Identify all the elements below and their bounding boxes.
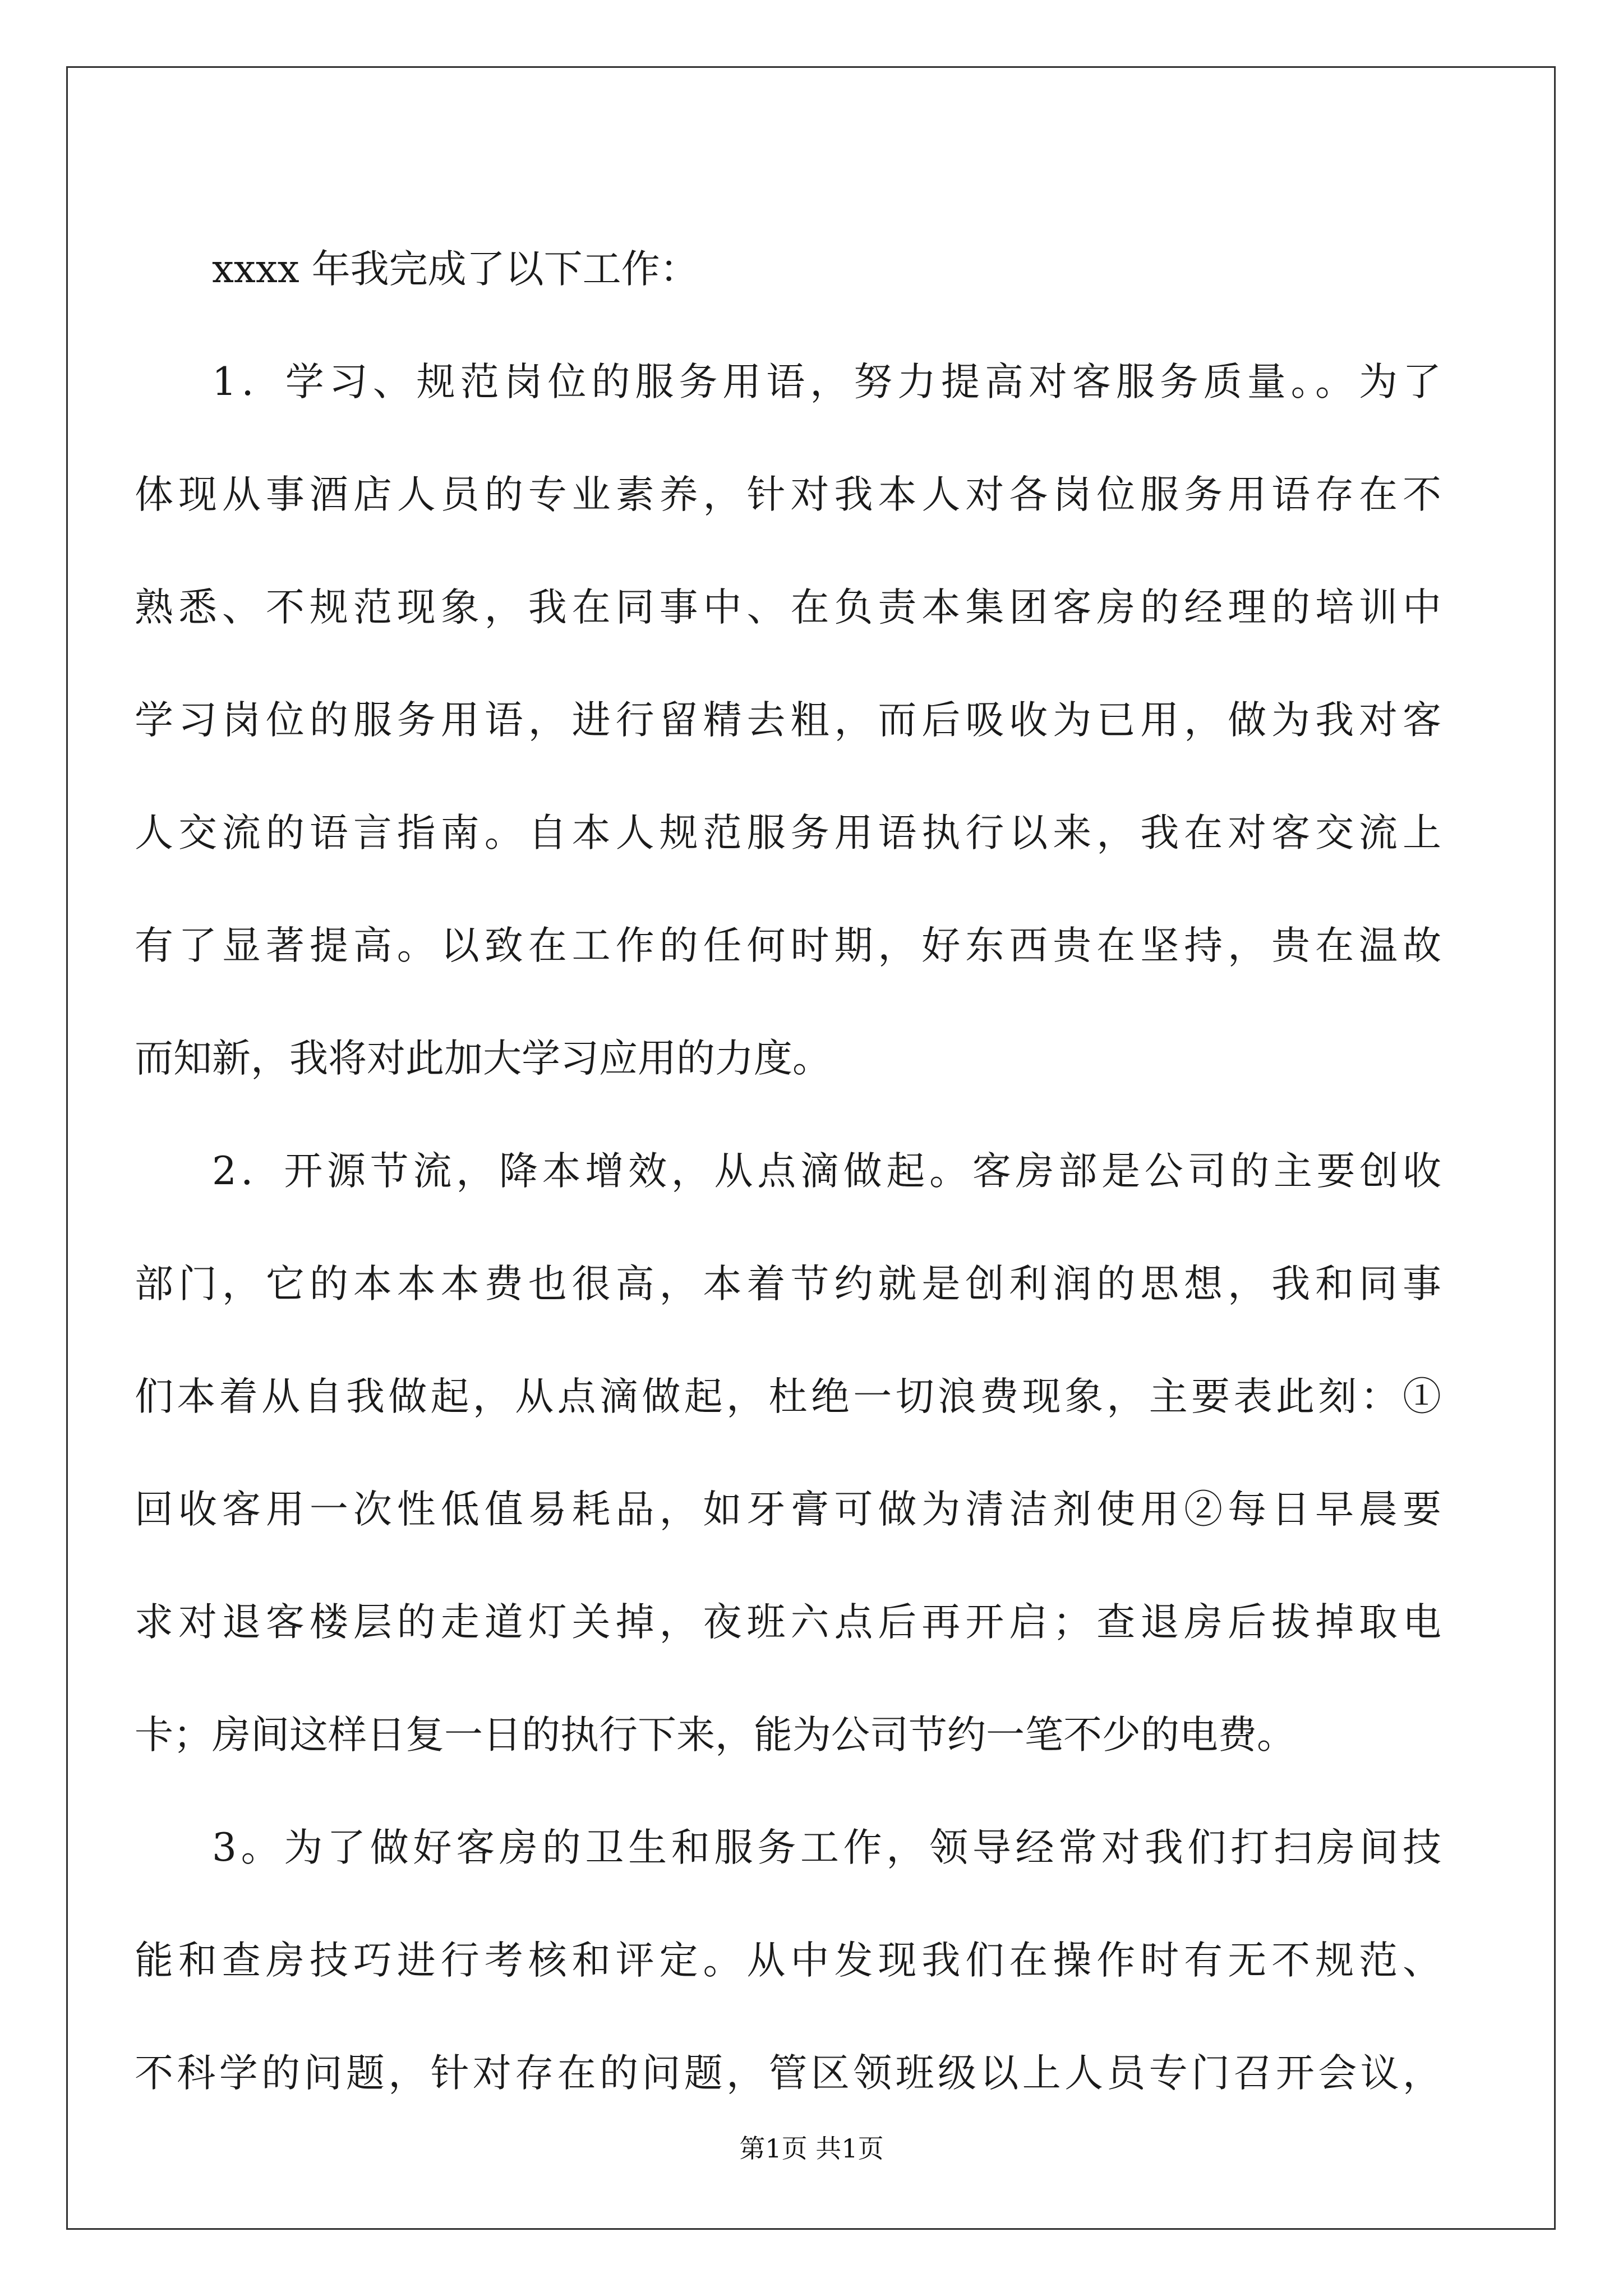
text-line: 部门，它的本本本费也很高，本着节约就是创利润的思想，我和同事 bbox=[135, 1262, 1441, 1306]
text-line: 能和查房技巧进行考核和评定。从中发现我们在操作时有无不规范、 bbox=[135, 1938, 1441, 1983]
text-line: 2．开源节流，降本增效，从点滴做起。客房部是公司的主要创收 bbox=[212, 1149, 1441, 1194]
page-number: 第1页 共1页 bbox=[739, 2133, 884, 2164]
text-line: 体现从事酒店人员的专业素养，针对我本人对各岗位服务用语存在不 bbox=[135, 472, 1441, 517]
text-line: 而知新，我将对此加大学习应用的力度。 bbox=[135, 1036, 831, 1081]
text-line: 们本着从自我做起，从点滴做起，杜绝一切浪费现象，主要表此刻：① bbox=[135, 1374, 1441, 1419]
page-footer bbox=[0, 2132, 1623, 2165]
text-line: 学习岗位的服务用语，进行留精去粗，而后吸收为已用，做为我对客 bbox=[135, 698, 1441, 743]
text-line: 求对退客楼层的走道灯关掉，夜班六点后再开启；查退房后拔掉取电 bbox=[135, 1600, 1441, 1645]
text-line: 1．学习、规范岗位的服务用语，努力提高对客服务质量。。为了 bbox=[212, 360, 1441, 404]
text-line: 3。为了做好客房的卫生和服务工作，领导经常对我们打扫房间技 bbox=[212, 1825, 1441, 1870]
text-line: 人交流的语言指南。自本人规范服务用语执行以来，我在对客交流上 bbox=[135, 811, 1441, 855]
text-line: 不科学的问题，针对存在的问题，管区领班级以上人员专门召开会议， bbox=[135, 2051, 1441, 2096]
document-body bbox=[135, 213, 1441, 2130]
text-line: 有了显著提高。以致在工作的任何时期，好东西贵在坚持，贵在温故 bbox=[135, 923, 1441, 968]
text-line: xxxx 年我完成了以下工作： bbox=[212, 247, 699, 292]
text-line: 熟悉、不规范现象，我在同事中、在负责本集团客房的经理的培训中 bbox=[135, 585, 1441, 630]
text-line: 卡；房间这样日复一日的执行下来，能为公司节约一笔不少的电费。 bbox=[135, 1713, 1295, 1757]
text-line: 回收客用一次性低值易耗品，如牙膏可做为清洁剂使用②每日早晨要 bbox=[135, 1487, 1441, 1532]
